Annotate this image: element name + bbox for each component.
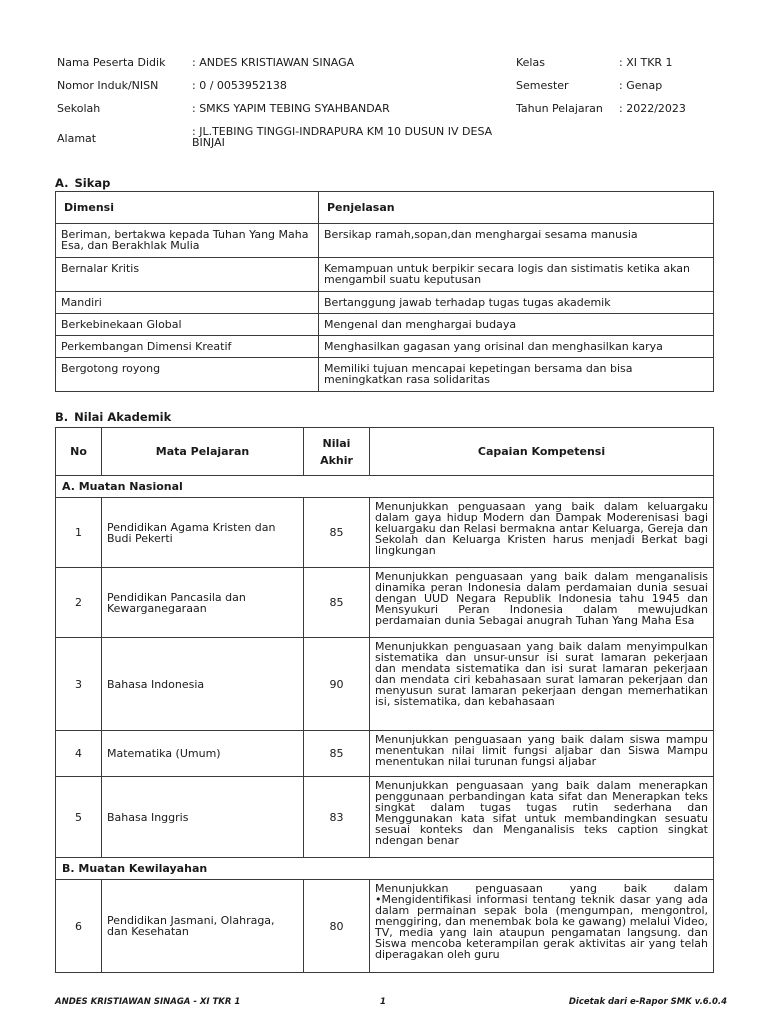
table-row <box>56 568 714 638</box>
student-name-value: : ANDES KRISTIAWAN SINAGA <box>192 56 355 69</box>
row-number: 2 <box>56 568 102 638</box>
sikap-dimensi-cell: Bernalar Kritis <box>56 258 319 292</box>
subject-name: Pendidikan Pancasila dan Kewarganegaraan <box>102 568 304 638</box>
subject-name: Pendidikan Jasmani, Olahraga, dan Kesehatan <box>102 880 304 973</box>
table-row <box>56 314 714 336</box>
competency-description: Menunjukkan penguasaan yang baik dalam menerapkan penggunaan perbandingan kata sifat dan Menerapkan teks singkat dalam tugas tugas rutin sederhana dan Menggunakan kata sifat untuk membandingkan sesuatu sesuai konteks dan Menganalisis teks caption singkat ndengan benar <box>370 777 714 858</box>
sikap-penjelasan-cell: Memiliki tujuan mencapai kepetingan bersama dan bisa meningkatkan rasa solidaritas <box>319 358 714 392</box>
info-row-school <box>57 100 717 123</box>
row-number: 4 <box>56 731 102 777</box>
info-row-nisn <box>57 77 717 100</box>
nisn-value: : 0 / 0053952138 <box>192 79 287 92</box>
student-info <box>57 54 717 155</box>
subject-name: Bahasa Indonesia <box>102 638 304 731</box>
akademik-code: B. <box>55 410 69 424</box>
competency-description: Menunjukkan penguasaan yang baik dalam keluargaku dalam gaya hidup Modern dan Dampak Moderenisasi bagi keluargaku dan Relasi bermakna antar Keluarga, Gereja dan Sekolah dan Keluarga Kristen harus menjadi Berkat bagi lingkungan <box>370 498 714 568</box>
sikap-dimensi-cell: Mandiri <box>56 292 319 314</box>
subject-name: Matematika (Umum) <box>102 731 304 777</box>
sikap-heading <box>55 176 110 190</box>
nilai-header-capaian: Capaian Kompetensi <box>370 428 714 476</box>
final-score: 85 <box>304 731 370 777</box>
table-row <box>56 638 714 731</box>
nilai-header-nilai: Nilai Akhir <box>304 428 370 476</box>
nilai-akademik-table <box>55 427 714 973</box>
competency-description: Menunjukkan penguasaan yang baik dalam menyimpulkan sistematika dan unsur-unsur isi surat lamaran pekerjaan dan mendata sistematika dan isi surat lamaran pekerjaan dan mendata ciri kebahasaan surat lamaran pekerjaan dan menyusun surat lamaran pekerjaan dengan memerhatikan isi, sistematika, dan kebahasaan <box>370 638 714 731</box>
row-number: 3 <box>56 638 102 731</box>
group-row <box>56 858 714 880</box>
sikap-header-penjelasan: Penjelasan <box>319 192 714 224</box>
sikap-dimensi-cell: Berkebinekaan Global <box>56 314 319 336</box>
sikap-penjelasan-cell: Mengenal dan menghargai budaya <box>319 314 714 336</box>
final-score: 80 <box>304 880 370 973</box>
footer-page-number: 1 <box>380 997 386 1007</box>
sikap-header-dimensi: Dimensi <box>56 192 319 224</box>
competency-description: Menunjukkan penguasaan yang baik dalam menganalisis dinamika peran Indonesia dalam perdamaian dunia sesuai dengan UUD Negara Republik Indonesia tahu 1945 dan Mensyukuri Peran Indonesia dalam mewujudkan perdamaian dunia Sebagai anugrah Tuhan Yang Maha Esa <box>370 568 714 638</box>
sikap-header-row <box>56 192 714 224</box>
table-row <box>56 880 714 973</box>
sikap-penjelasan-cell: Bersikap ramah,sopan,dan menghargai sesama manusia <box>319 224 714 258</box>
semester-label: Semester <box>516 79 569 92</box>
year-label: Tahun Pelajaran <box>516 102 603 115</box>
student-name-label: Nama Peserta Didik <box>57 56 166 69</box>
sikap-code: A. <box>55 176 69 190</box>
table-row <box>56 498 714 568</box>
school-value: : SMKS YAPIM TEBING SYAHBANDAR <box>192 102 390 115</box>
group-row <box>56 476 714 498</box>
table-row <box>56 731 714 777</box>
subject-name: Bahasa Inggris <box>102 777 304 858</box>
nilai-header-no: No <box>56 428 102 476</box>
class-value: : XI TKR 1 <box>619 56 673 69</box>
competency-description: Menunjukkan penguasaan yang baik dalam siswa mampu menentukan nilai limit fungsi aljabar dan Siswa Mampu menentukan nilai turunan fungsi aljabar <box>370 731 714 777</box>
row-number: 6 <box>56 880 102 973</box>
school-label: Sekolah <box>57 102 101 115</box>
table-row <box>56 258 714 292</box>
sikap-penjelasan-cell: Kemampuan untuk berpikir secara logis dan sistimatis ketika akan mengambil suatu keputusan <box>319 258 714 292</box>
sikap-title: Sikap <box>74 176 111 190</box>
akademik-title: Nilai Akademik <box>74 410 172 424</box>
group-title-kewilayahan: B. Muatan Kewilayahan <box>56 858 714 880</box>
table-row <box>56 224 714 258</box>
group-title-nasional: A. Muatan Nasional <box>56 476 714 498</box>
table-row <box>56 336 714 358</box>
subject-name: Pendidikan Agama Kristen dan Budi Pekerti <box>102 498 304 568</box>
semester-value: : Genap <box>619 79 663 92</box>
row-number: 1 <box>56 498 102 568</box>
sikap-dimensi-cell: Beriman, bertakwa kepada Tuhan Yang Maha Esa, dan Berakhlak Mulia <box>56 224 319 258</box>
competency-description: Menunjukkan penguasaan yang baik dalam •Mengidentifikasi informasi tentang teknik dasar yang ada dalam permainan sepak bola (mengumpan, mengontrol, menggiring, dan menembak bola ke gawang) melalui Video, TV, media yang lain ataupun pengamatan langsung. dan Siswa mencoba keterampilan gerak aktivitas air yang telah diperagakan oleh guru <box>370 880 714 973</box>
table-row <box>56 777 714 858</box>
row-number: 5 <box>56 777 102 858</box>
class-label: Kelas <box>516 56 545 69</box>
footer-printed-by: Dicetak dari e-Rapor SMK v.6.0.4 <box>568 997 727 1007</box>
footer-student: ANDES KRISTIAWAN SINAGA - XI TKR 1 <box>55 997 241 1007</box>
address-value: : JL.TEBING TINGGI-INDRAPURA KM 10 DUSUN IV DESA BINJAI <box>192 125 493 149</box>
nilai-header-mapel: Mata Pelajaran <box>102 428 304 476</box>
table-row <box>56 292 714 314</box>
nisn-label: Nomor Induk/NISN <box>57 79 159 92</box>
info-row-name <box>57 54 717 77</box>
address-label: Alamat <box>57 132 97 145</box>
year-value: : 2022/2023 <box>619 102 686 115</box>
sikap-penjelasan-cell: Menghasilkan gagasan yang orisinal dan menghasilkan karya <box>319 336 714 358</box>
nilai-header-row <box>56 428 714 476</box>
sikap-penjelasan-cell: Bertanggung jawab terhadap tugas tugas akademik <box>319 292 714 314</box>
final-score: 83 <box>304 777 370 858</box>
info-row-address <box>57 123 717 155</box>
sikap-table <box>55 191 714 392</box>
table-row <box>56 358 714 392</box>
final-score: 90 <box>304 638 370 731</box>
akademik-heading <box>55 410 171 424</box>
sikap-dimensi-cell: Perkembangan Dimensi Kreatif <box>56 336 319 358</box>
sikap-dimensi-cell: Bergotong royong <box>56 358 319 392</box>
final-score: 85 <box>304 568 370 638</box>
final-score: 85 <box>304 498 370 568</box>
